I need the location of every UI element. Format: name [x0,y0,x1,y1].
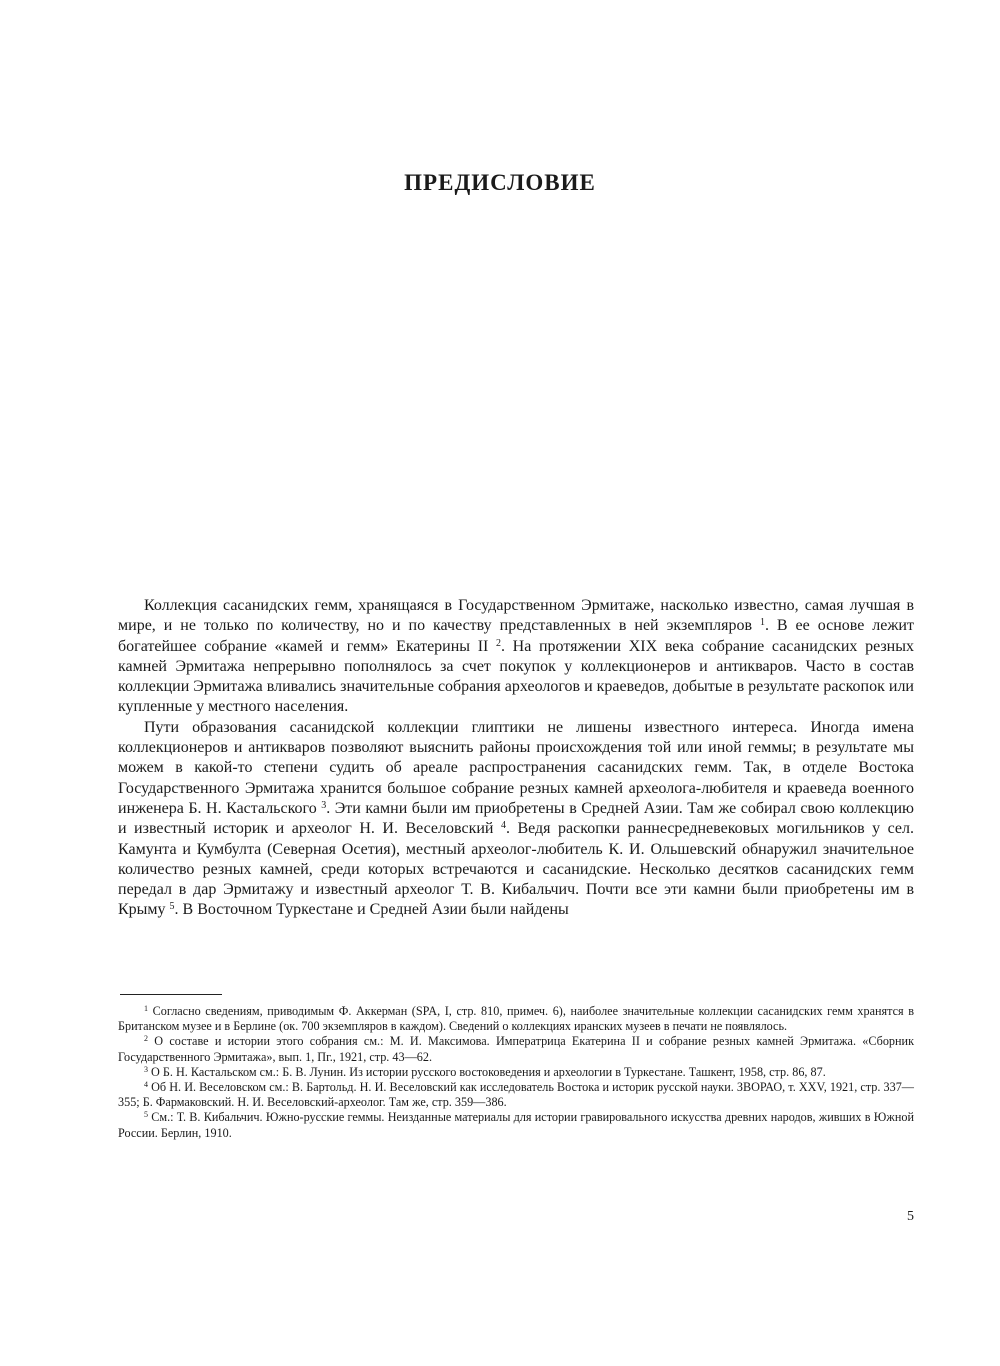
footnote-number: 2 [144,1034,148,1044]
footnote-number: 3 [144,1064,148,1074]
text-run: . В ее основе лежит богатейшее собрание «камей и гемм» Екатерины II [118,617,914,655]
page-title: ПРЕДИСЛОВИЕ [404,170,596,195]
text-run: Коллекция сасанидских гемм, хранящаяся в Государственном Эрмитаже, насколько известно, самая лучшая в мире, и не только по количеству, но и по качеству представленных в ней экземпляров [118,597,914,635]
main-text [118,596,914,921]
footnote-number: 5 [144,1110,148,1120]
footnote-ref[interactable]: 4 [500,820,506,832]
footnotes [118,1004,914,1141]
footnote-text: О Б. Н. Кастальском см.: Б. В. Лунин. Из истории русского востоковедения и археологии в Туркестане. Ташкент, 1958, стр. 86, 87. [148,1064,826,1079]
footnote-text: О составе и истории этого собрания см.: М. И. Максимова. Императрица Екатерина II и собрание резных камней Эрмитажа. «Сборник Государственного Эрмитажа», вып. 1, Пг., 1921, стр. 43—62. [118,1034,914,1064]
footnote-ref[interactable]: 5 [169,901,175,913]
text-run: . На протяжении XIX века собрание сасанидских резных камней Эрмитажа непрерывно пополнялось за счет покупок у коллекционеров и антикваров. Часто в состав коллекции Эрмитажа вливались значительные собрания археологов и краеведов, добытые в результате раскопок или купленные у местного населения. [118,637,914,716]
footnote-ref[interactable]: 2 [496,637,502,649]
footnote-ref[interactable]: 3 [321,799,327,811]
footnote-number: 1 [144,1004,148,1013]
footnote-text: Об Н. И. Веселовском см.: В. Бартольд. Н. И. Веселовский как исследователь Востока и историк русской науки. ЗВОРАО, т. XXV, 1921, стр. 337—355; Б. Фармаковский. Н. И. Веселовский-археолог. Там же, стр. 359—386. [118,1080,914,1110]
text-run: . В Восточном Туркестане и Средней Азии были найдены [174,901,569,919]
footnote [118,1065,914,1080]
footnote-divider [120,994,222,995]
footnote [118,1004,914,1034]
text-run: . Ведя раскопки раннесредневековых могильников у сел. Камунта и Кумбулта (Северная Осетия), местный археолог-любитель К. И. Ольшевский обнаружил значительное количество резных камней, среди которых встречаются и сасанидские. Несколько десятков сасанидских гемм передал в дар Эрмитажу и известный археолог Т. В. Кибальчич. Почти все эти камни были приобретены им в Крыму [118,820,915,919]
body-paragraph [118,596,914,718]
footnote [118,1110,914,1140]
footnote [118,1034,914,1064]
text-run: . Эти камни были им приобретены в Средней Азии. Там же собирал свою коллекцию и известный историк и археолог Н. И. Веселовский [118,799,914,838]
footnote-text: Согласно сведениям, приводимым Ф. Аккерман (SPA, I, стр. 810, примеч. 6), наиболее значительные коллекции сасанидских гемм хранятся в Британском музее и в Берлине (ок. 700 экземпляров в каждом). Сведений о коллекциях иранских музеев в печати не появлялось. [118,1004,914,1034]
footnote [118,1080,914,1110]
footnote-ref[interactable]: 1 [759,617,765,629]
footnote-number: 4 [144,1080,148,1090]
body-paragraph [118,718,914,921]
text-run: Пути образования сасанидской коллекции глиптики не лишены известного интереса. Иногда имена коллекционеров и антикваров позволяют выяснить районы происхождения той или иной геммы; в результате мы можем в какой-то степени судить об ареале распространения сасанидских гемм. Так, в отделе Востока Государственного Эрмитажа хранится большое собрание резных камней археолога-любителя и краеведа военного инженера Б. Н. Кастальского [118,718,914,817]
footnote-text: См.: Т. В. Кибальчич. Южно-русские геммы. Неизданные материалы для истории гравировального искусства древних народов, живших в Южной России. Берлин, 1910. [118,1110,914,1140]
page-number: 5 [907,1209,914,1224]
